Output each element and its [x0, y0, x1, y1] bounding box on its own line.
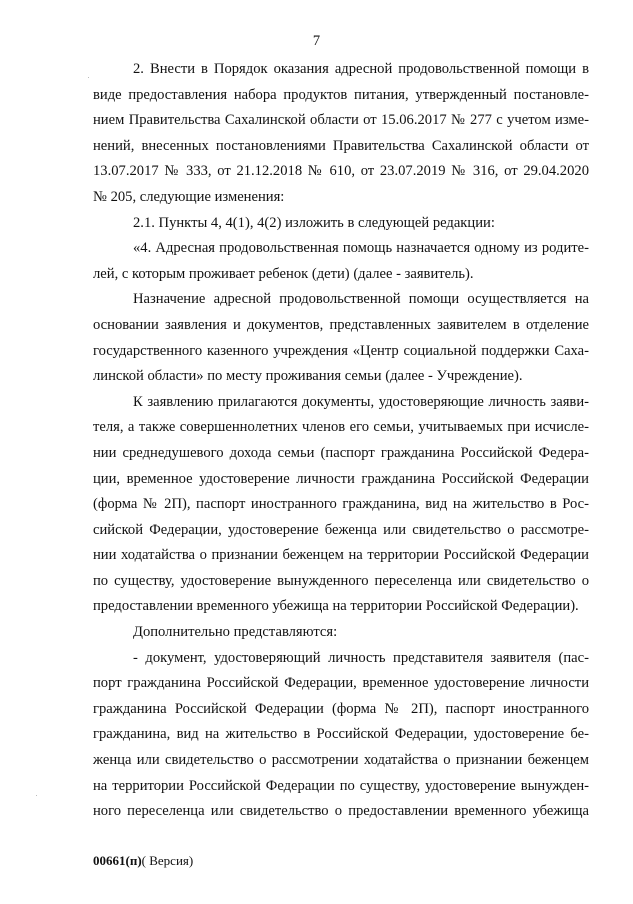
paragraph-line: теля, а также совершеннолетних членов его семьи, учитываемых при исчисле-	[93, 419, 589, 436]
page-number: 7	[312, 33, 321, 49]
version-label: ( Версия)	[141, 853, 194, 868]
paragraph-line: ного переселенца или свидетельство о предоставлении временного убежища	[93, 803, 589, 820]
paragraph-line: - документ, удостоверяющий личность представителя заявителя (пас-	[133, 649, 589, 666]
document-footer	[93, 853, 193, 869]
paragraph-line: нии среднедушевого дохода семьи (паспорт гражданина Российской Федера-	[93, 444, 589, 461]
paragraph-line: государственного казенного учреждения «Центр социальной поддержки Саха-	[93, 342, 589, 359]
paragraph-line: 2. Внести в Порядок оказания адресной продовольственной помощи в	[133, 61, 589, 77]
paragraph-line: К заявлению прилагаются документы, удостоверяющие личность заяви-	[133, 393, 589, 410]
paragraph-line: предоставлении временного убежища на территории Российской Федерации).	[93, 598, 579, 615]
paragraph-line: женца или свидетельство о рассмотрении ходатайства о признании беженцем	[93, 752, 589, 769]
paragraph-line: «4. Адресная продовольственная помощь назначается одному из родите-	[133, 240, 589, 257]
paragraph-line: 2.1. Пункты 4, 4(1), 4(2) изложить в следующей редакции:	[133, 214, 495, 231]
scan-speck	[36, 795, 37, 796]
paragraph-line: нений, внесенных постановлениями Правительства Сахалинской области от	[93, 137, 589, 154]
paragraph-line: виде предоставления набора продуктов питания, утвержденный постановле-	[93, 86, 589, 103]
paragraph-line: порт гражданина Российской Федерации, временное удостоверение личности	[93, 675, 589, 692]
paragraph-line: нии ходатайства о признании беженцем на территории Российской Федерации	[93, 547, 589, 564]
document-code: 00661(п)	[93, 853, 142, 868]
paragraph-line: на территории Российской Федерации по существу, удостоверение вынужден-	[93, 777, 589, 794]
paragraph-line: Назначение адресной продовольственной помощи осуществляется на	[133, 291, 589, 308]
paragraph-line: гражданина Российской Федерации (форма № 2П), паспорт иностранного	[93, 700, 589, 717]
paragraph-line: (форма № 2П), паспорт иностранного гражданина, вид на жительство в Рос-	[93, 496, 589, 513]
paragraph-line: ции, временное удостоверение личности гражданина Российской Федерации	[93, 470, 589, 487]
paragraph-line: Дополнительно представляются:	[133, 624, 338, 641]
paragraph-line: линской области» по месту проживания семьи (далее - Учреждение).	[93, 368, 523, 385]
paragraph-line: нием Правительства Сахалинской области от 15.06.2017 № 277 с учетом изме-	[93, 112, 589, 129]
paragraph-line: 13.07.2017 № 333, от 21.12.2018 № 610, от 23.07.2019 № 316, от 29.04.2020	[93, 163, 589, 180]
paragraph-line: лей, с которым проживает ребенок (дети) (далее - заявитель).	[93, 265, 474, 282]
scan-speck	[88, 77, 89, 78]
paragraph-line: № 205, следующие изменения:	[93, 188, 285, 205]
paragraph-line: сийской Федерации, удостоверение беженца или свидетельство о рассмотре-	[93, 521, 589, 538]
paragraph-line: основании заявления и документов, представленных заявителем в отделение	[93, 316, 589, 333]
paragraph-line: гражданина, вид на жительство в Российской Федерации, удостоверение бе-	[93, 726, 589, 743]
document-body	[93, 57, 589, 825]
paragraph-line: по существу, удостоверение вынужденного переселенца или свидетельство о	[93, 572, 589, 589]
